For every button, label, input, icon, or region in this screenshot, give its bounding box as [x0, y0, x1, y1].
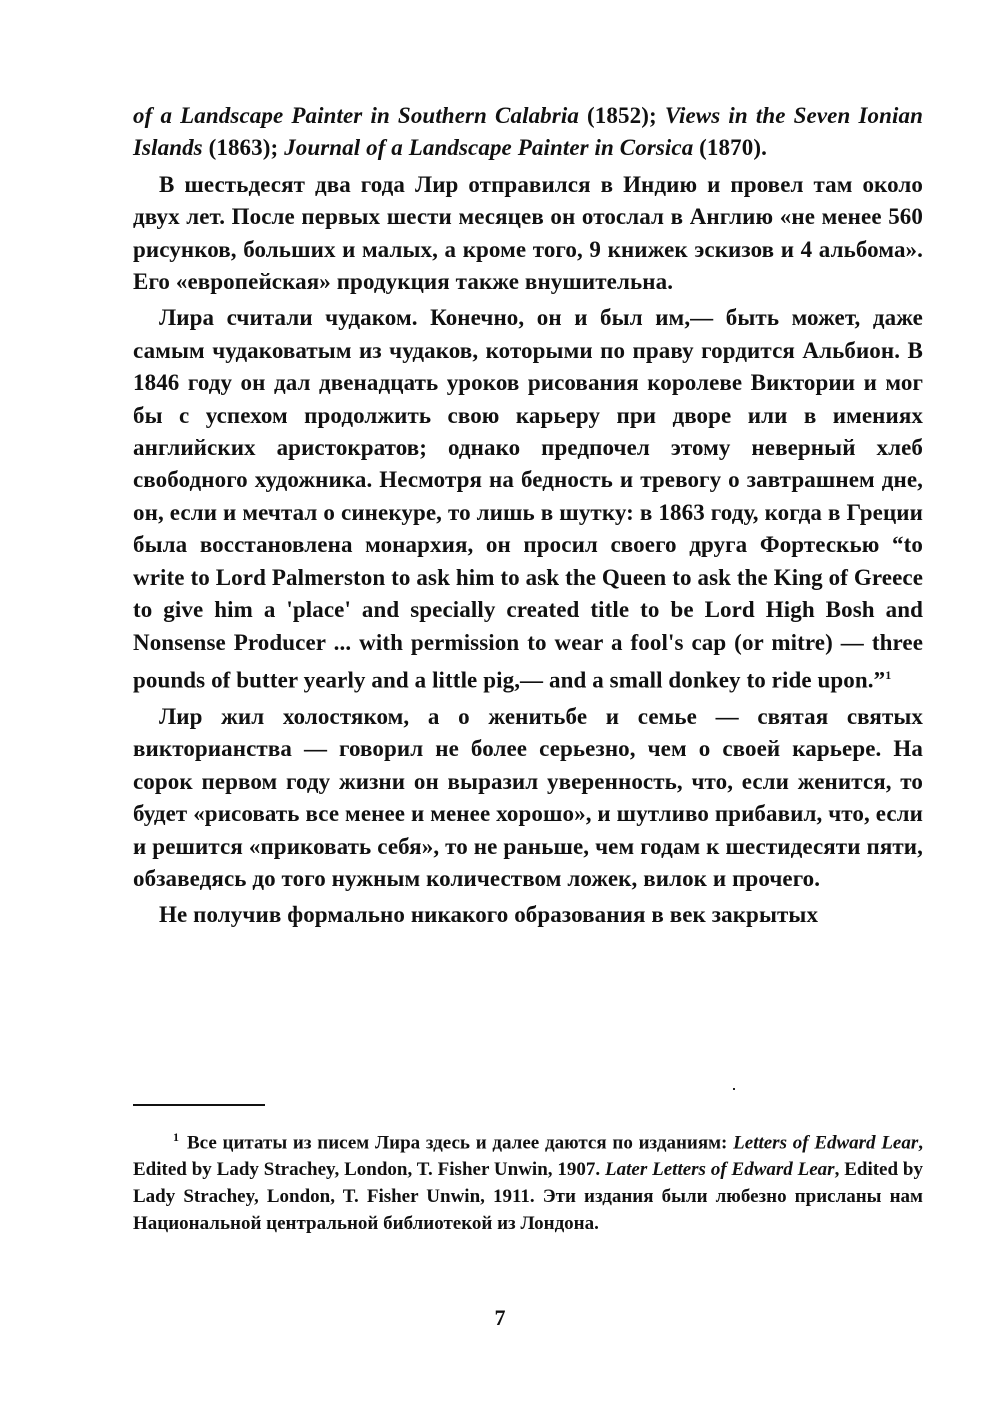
footnote [133, 1124, 923, 1237]
footnote-title-later-letters: Later Letters of Edward Lear [605, 1159, 835, 1181]
title-calabria: of a Landscape Painter in Southern Calabria [133, 103, 579, 128]
page-number: 7 [494, 1305, 506, 1330]
year-1863: (1863); [202, 135, 285, 161]
paragraph-2: В шестьдесят два года Лир отправился в Индию и провел там около двух лет. После первых шести месяцев он отослал в Англию «не менее 560 рисунков, больших и малых, а кроме того, 9 книжек эскизов и 4 альбома». Его «европейская» продукция также внушительна. [133, 171, 923, 295]
title-ionian: Views in the Seven Ionian Islands [133, 103, 923, 161]
paragraph-1 [133, 100, 923, 165]
footnote-text-2: , Edited by Lady Strachey, London, T. Fisher Unwin, 1907. [133, 1132, 924, 1181]
paragraph-5: Не получив формально никакого образования в век закрытых [159, 902, 819, 928]
speck [733, 1088, 735, 1090]
paragraph-3-text: Лира считали чудаком. Конечно, он и был им,— быть может, даже самым чудаковатым из чудаков, которыми по праву гордится Альбион. В 1846 году он дал двенадцать уроков рисования королеве Виктории и мог бы с успехом продолжить свою карьеру при дворе или в имениях английских аристократов; однако предпочел этому неверный хлеб свободного художника. Несмотря на бедность и тревогу о завтрашнем дне, он, если и мечтал о синекуре, то лишь в шутку: в 1863 году, когда в Греции была восстановлена монархия, он просил своего друга Фортескью “to write to Lord Palmerston to ask him to ask the Queen to ask the King of Greece to give him a 'place' and specially created title to be Lord High Bosh and Nonsense Producer ... with permission to wear a fool's cap (or mitre) — three pounds of butter yearly and a little pig,— and a small donkey to ride upon.” [133, 305, 923, 693]
main-text [133, 100, 923, 932]
paragraph-4: Лир жил холостяком, а о женитьбе и семье — святая святых викторианства — говорил не более серьезно, чем о своей карьере. На сорок первом году жизни он выразил уверенность, что, если женится, то будет «рисовать все менее и менее хорошо», и шутливо прибавил, что, если и решится «приковать себя», то не раньше, чем годам к шестидесяти пяти, обзаведясь до того нужным количеством ложек, вилок и прочего. [133, 703, 923, 891]
footnote-text-3: , Edited by Lady Strachey, London, T. Fisher Unwin, 1911. Эти издания были любезно присланы нам Национальной центральной библиотекой из Лондона. [133, 1159, 923, 1235]
footnote-mark: 1 [173, 1130, 179, 1144]
year-1870: (1870). [693, 135, 767, 161]
footnote-divider [133, 1104, 265, 1106]
footnote-reference: 1 [885, 667, 892, 682]
paragraph-3 [133, 302, 923, 697]
year-1852: (1852); [578, 103, 665, 128]
footnote-title-letters: Letters of Edward Lear [733, 1132, 919, 1154]
title-corsica: Journal of a Landscape Painter in Corsica [284, 135, 694, 161]
footnote-text-1: Все цитаты из писем Лира здесь и далее даются по изданиям: [187, 1132, 734, 1154]
